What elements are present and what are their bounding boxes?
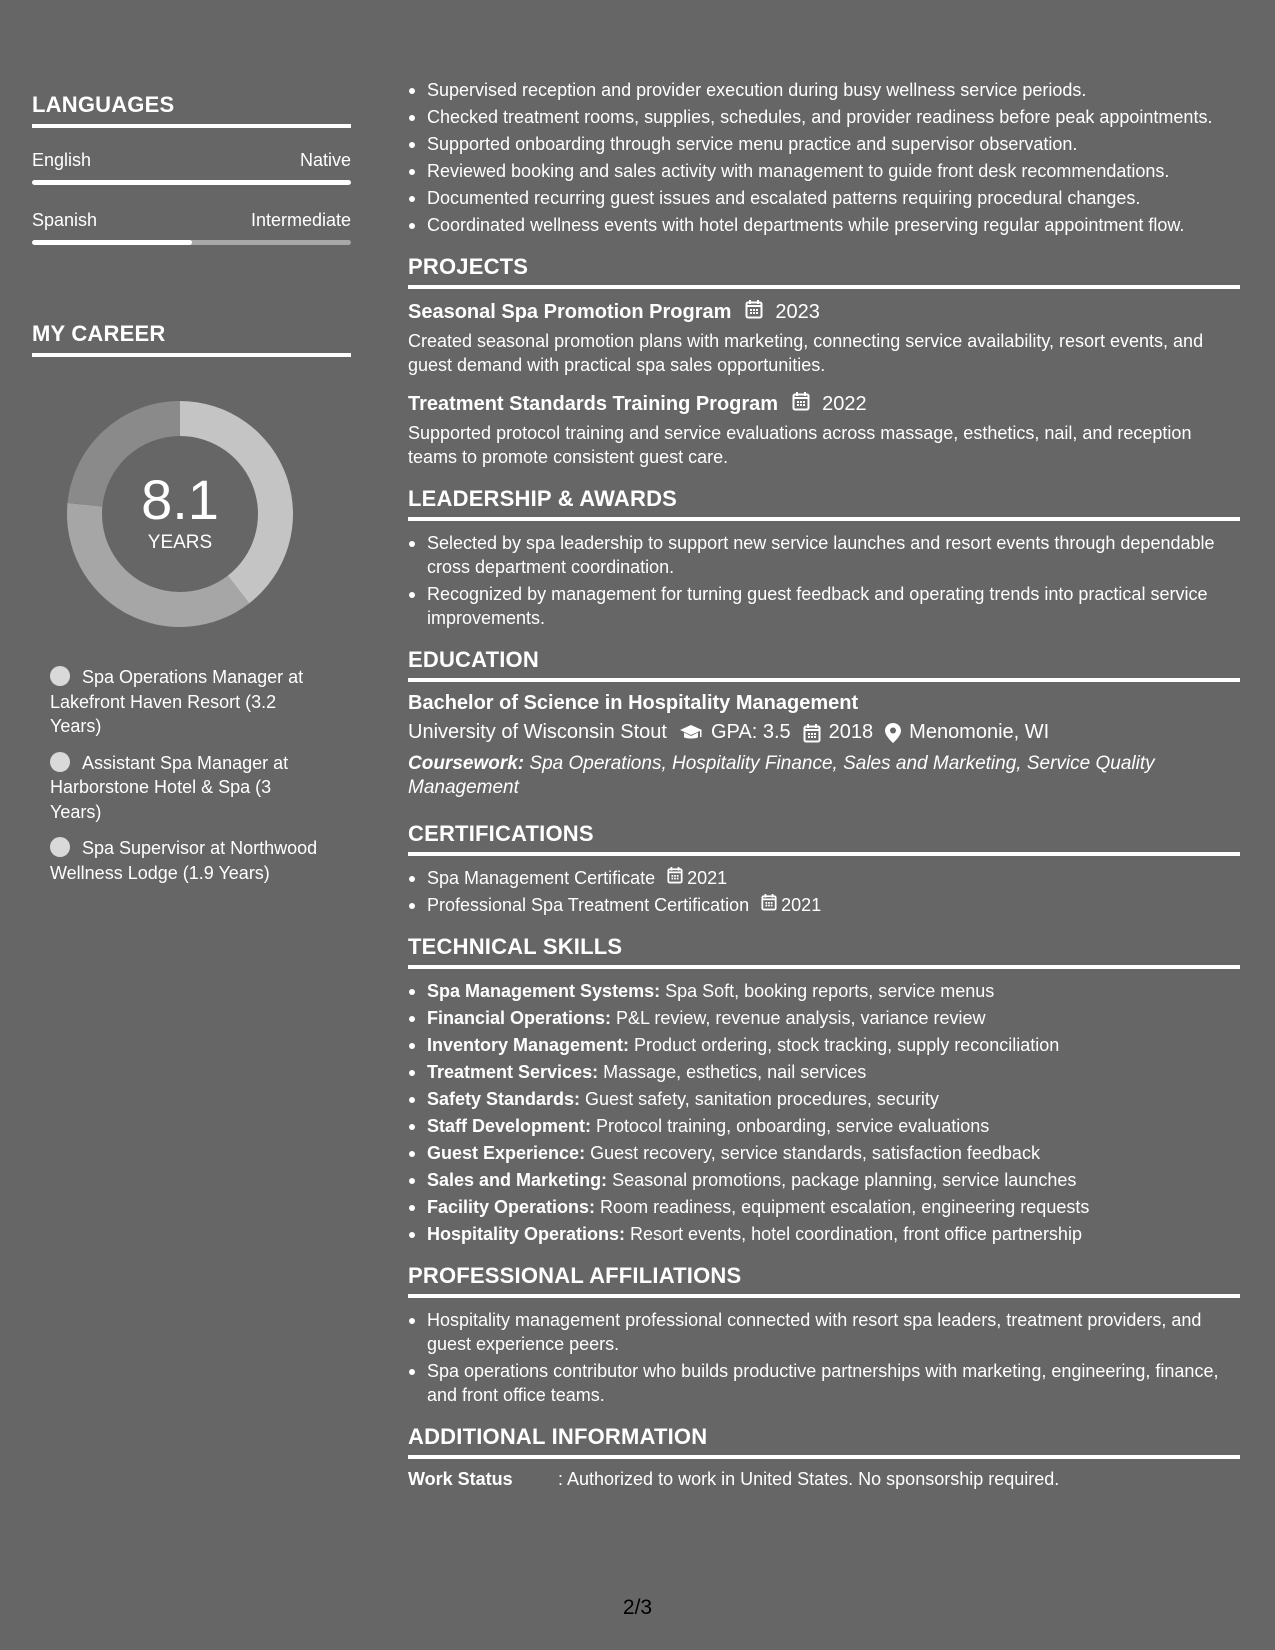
skill-label: Hospitality Operations:	[427, 1224, 626, 1244]
project-year: 2022	[822, 392, 867, 415]
coursework-list: Spa Operations, Hospitality Finance, Sales and Marketing, Service Quality Management	[408, 753, 1155, 798]
skill-value: Room readiness, equipment escalation, engineering requests	[595, 1197, 1090, 1217]
education-details	[408, 721, 1240, 744]
calendar-icon	[803, 723, 821, 743]
calendar-icon	[667, 866, 683, 890]
skill-label: Staff Development:	[427, 1116, 592, 1136]
career-heading: MY CAREER	[32, 321, 351, 357]
career-donut-chart	[65, 399, 295, 629]
skills-heading: TECHNICAL SKILLS	[408, 934, 1240, 969]
project-description: Created seasonal promotion plans with marketing, connecting service availability, resort events, and guest demand with practical spa sales opportunities.	[408, 331, 1204, 375]
certifications-list	[408, 866, 1240, 917]
education-gpa: GPA: 3.5	[710, 721, 791, 743]
experience-bullet: Checked treatment rooms, supplies, schedules, and provider readiness before peak appointments.	[408, 105, 1240, 129]
career-item	[50, 665, 325, 739]
calendar-icon	[761, 893, 777, 917]
languages-heading: LANGUAGES	[32, 92, 351, 128]
career-list	[50, 665, 351, 885]
work-status-row	[408, 1469, 1240, 1490]
skill-item	[408, 1087, 1240, 1111]
work-status-label: Work Status	[408, 1469, 513, 1489]
education-degree: Bachelor of Science in Hospitality Management	[408, 692, 859, 714]
language-proficiency-fill	[32, 180, 351, 185]
education-heading: EDUCATION	[408, 647, 1240, 682]
skill-label: Inventory Management:	[427, 1035, 630, 1055]
certification-item	[408, 866, 1240, 890]
project-item	[408, 299, 1240, 377]
skill-item	[408, 1060, 1240, 1084]
skill-value: Protocol training, onboarding, service evaluations	[591, 1116, 990, 1136]
project-year: 2023	[775, 300, 820, 323]
skill-label: Sales and Marketing:	[427, 1170, 608, 1190]
work-status-value: : Authorized to work in United States. No sponsorship required.	[558, 1469, 1060, 1489]
experience-bullet: Documented recurring guest issues and escalated patterns requiring procedural changes.	[408, 186, 1240, 210]
skill-item	[408, 1033, 1240, 1057]
project-description: Supported protocol training and service evaluations across massage, esthetics, nail, and reception teams to promote consistent guest care.	[408, 423, 1192, 467]
affiliations-list	[408, 1308, 1240, 1407]
career-dot-icon	[50, 752, 70, 772]
project-title: Seasonal Spa Promotion Program	[408, 300, 732, 323]
career-item	[50, 836, 325, 885]
skill-label: Facility Operations:	[427, 1197, 596, 1217]
skill-value: Resort events, hotel coordination, front office partnership	[625, 1224, 1082, 1244]
education-year: 2018	[828, 721, 874, 743]
career-item-text: Spa Operations Manager at Lakefront Haven Resort (3.2 Years)	[50, 667, 304, 736]
career-item	[50, 751, 325, 825]
skill-value: Product ordering, stock tracking, supply reconciliation	[629, 1035, 1060, 1055]
language-name: English	[32, 150, 92, 170]
leadership-item: Selected by spa leadership to support new service launches and resort events through dependable cross department coordination.	[408, 531, 1240, 579]
skill-label: Safety Standards:	[427, 1089, 581, 1109]
career-dot-icon	[50, 837, 70, 857]
skill-item	[408, 1006, 1240, 1030]
skill-label: Spa Management Systems:	[427, 981, 661, 1001]
experience-bullet: Coordinated wellness events with hotel departments while preserving regular appointment flow.	[408, 213, 1240, 237]
affiliations-heading: PROFESSIONAL AFFILIATIONS	[408, 1263, 1240, 1298]
language-proficiency-bar	[32, 240, 351, 245]
skill-value: Guest recovery, service standards, satisfaction feedback	[585, 1143, 1040, 1163]
career-total-unit: YEARS	[147, 532, 213, 553]
skill-label: Guest Experience:	[427, 1143, 586, 1163]
experience-bullets	[408, 78, 1240, 237]
certification-name: Professional Spa Treatment Certification	[427, 895, 750, 915]
career-item-text: Spa Supervisor at Northwood Wellness Lodge (1.9 Years)	[50, 838, 318, 883]
skill-value: Guest safety, sanitation procedures, security	[580, 1089, 939, 1109]
education-school: University of Wisconsin Stout	[408, 721, 667, 743]
skill-item	[408, 979, 1240, 1003]
certification-name: Spa Management Certificate	[427, 868, 656, 888]
project-item	[408, 391, 1240, 469]
graduation-cap-icon	[679, 724, 703, 742]
skill-value: Spa Soft, booking reports, service menus	[660, 981, 995, 1001]
language-row	[32, 210, 351, 231]
coursework-label: Coursework:	[408, 753, 525, 774]
certification-year: 2021	[781, 895, 822, 915]
affiliation-item: Spa operations contributor who builds productive partnerships with marketing, engineering, finance, and front office teams.	[408, 1359, 1240, 1407]
language-level: Intermediate	[250, 210, 351, 230]
map-pin-icon	[885, 723, 901, 743]
career-total-years: 8.1	[141, 468, 219, 531]
language-level: Native	[299, 150, 351, 170]
language-item	[32, 210, 351, 245]
language-row	[32, 150, 351, 171]
affiliation-item: Hospitality management professional connected with resort spa leaders, treatment providers, and guest experience peers.	[408, 1308, 1240, 1356]
career-dot-icon	[50, 666, 70, 686]
leadership-heading: LEADERSHIP & AWARDS	[408, 486, 1240, 521]
certification-year: 2021	[687, 868, 728, 888]
skills-list	[408, 979, 1240, 1246]
career-item-text: Assistant Spa Manager at Harborstone Hotel & Spa (3 Years)	[50, 752, 289, 822]
project-title: Treatment Standards Training Program	[408, 392, 779, 415]
sidebar	[32, 92, 351, 897]
skill-item	[408, 1195, 1240, 1219]
language-proficiency-fill	[32, 240, 192, 245]
certifications-heading: CERTIFICATIONS	[408, 821, 1240, 856]
career-donut-center	[65, 399, 295, 629]
leadership-list	[408, 531, 1240, 630]
education-location: Menomonie, WI	[909, 721, 1050, 743]
skill-label: Financial Operations:	[427, 1008, 612, 1028]
experience-bullet: Reviewed booking and sales activity with management to guide front desk recommendations.	[408, 159, 1240, 183]
skill-value: P&L review, revenue analysis, variance review	[611, 1008, 986, 1028]
language-proficiency-bar	[32, 180, 351, 185]
calendar-icon	[745, 299, 763, 325]
project-title-row	[408, 391, 1240, 417]
education-coursework	[408, 752, 1240, 800]
skill-value: Massage, esthetics, nail services	[598, 1062, 867, 1082]
calendar-icon	[792, 391, 810, 417]
experience-bullet: Supported onboarding through service menu practice and supervisor observation.	[408, 132, 1240, 156]
projects-heading: PROJECTS	[408, 254, 1240, 289]
certification-item	[408, 893, 1240, 917]
additional-heading: ADDITIONAL INFORMATION	[408, 1424, 1240, 1459]
experience-bullet: Supervised reception and provider execution during busy wellness service periods.	[408, 78, 1240, 102]
language-item	[32, 150, 351, 185]
skill-value: Seasonal promotions, package planning, service launches	[607, 1170, 1077, 1190]
main-content	[408, 78, 1240, 1490]
career-section	[32, 321, 351, 885]
skill-item	[408, 1114, 1240, 1138]
page-number: 2/3	[622, 1596, 653, 1619]
project-title-row	[408, 299, 1240, 325]
skill-item	[408, 1222, 1240, 1246]
language-name: Spanish	[32, 210, 98, 230]
leadership-item: Recognized by management for turning guest feedback and operating trends into practical service improvements.	[408, 582, 1240, 630]
skill-label: Treatment Services:	[427, 1062, 599, 1082]
skill-item	[408, 1141, 1240, 1165]
skill-item	[408, 1168, 1240, 1192]
